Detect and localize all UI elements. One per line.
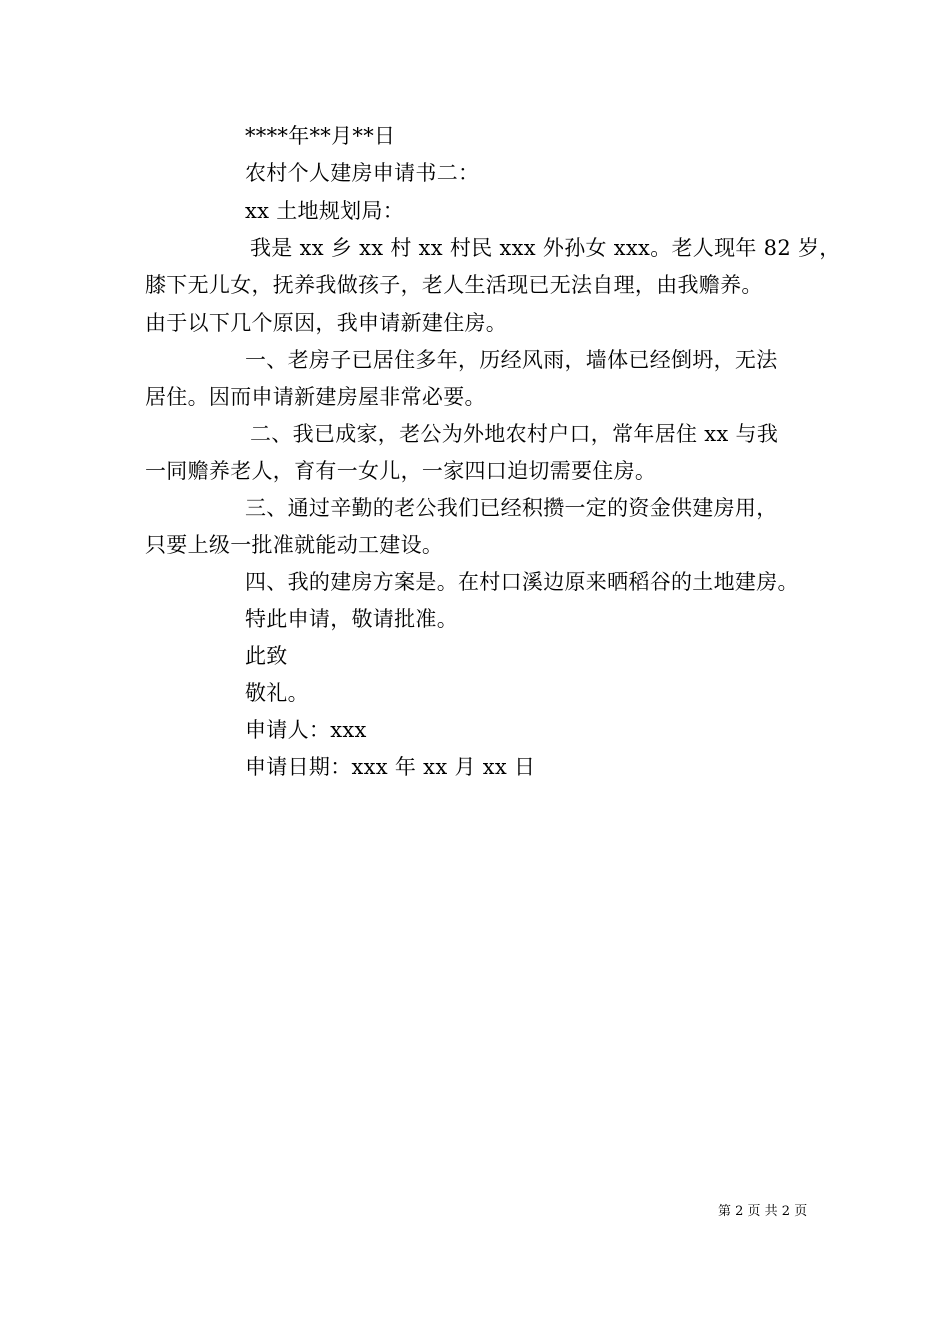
page-number-footer: 第 2 页 共 2 页 bbox=[718, 1204, 808, 1219]
addressee: xx 土地规划局： bbox=[245, 199, 405, 223]
reason-2-line-2: 一同赡养老人，育有一女儿，一家四口迫切需要住房。 bbox=[145, 459, 657, 483]
salutation-2: 敬礼。 bbox=[245, 681, 309, 705]
request-closing: 特此申请，敬请批准。 bbox=[245, 607, 458, 631]
salutation-1: 此致 bbox=[245, 644, 288, 668]
reason-1-line-2: 居住。因而申请新建房屋非常必要。 bbox=[145, 385, 486, 409]
body-paragraph-1-line-1: 我是 xx 乡 xx 村 xx 村民 xxx 外孙女 xxx。老人现年 82 岁， bbox=[250, 236, 841, 260]
applicant-name: 申请人：xxx bbox=[245, 718, 367, 742]
reason-3-line-2: 只要上级一批准就能动工建设。 bbox=[145, 533, 444, 557]
date-placeholder: ****年**月**日 bbox=[245, 124, 396, 148]
reason-2-line-1: 二、我已成家，老公为外地农村户口，常年居住 xx 与我 bbox=[250, 422, 779, 446]
reason-4: 四、我的建房方案是。在村口溪边原来晒稻谷的土地建房。 bbox=[245, 570, 799, 594]
reason-3-line-1: 三、通过辛勤的老公我们已经积攒一定的资金供建房用， bbox=[245, 496, 778, 520]
reason-1-line-1: 一、老房子已居住多年，历经风雨，墙体已经倒坍，无法 bbox=[245, 348, 778, 372]
body-paragraph-1-line-2: 膝下无儿女，抚养我做孩子，老人生活现已无法自理，由我赡养。 bbox=[145, 273, 763, 297]
application-date: 申请日期：xxx 年 xx 月 xx 日 bbox=[245, 755, 536, 779]
body-paragraph-1-line-3: 由于以下几个原因，我申请新建住房。 bbox=[145, 311, 508, 335]
document-title: 农村个人建房申请书二： bbox=[245, 161, 480, 185]
